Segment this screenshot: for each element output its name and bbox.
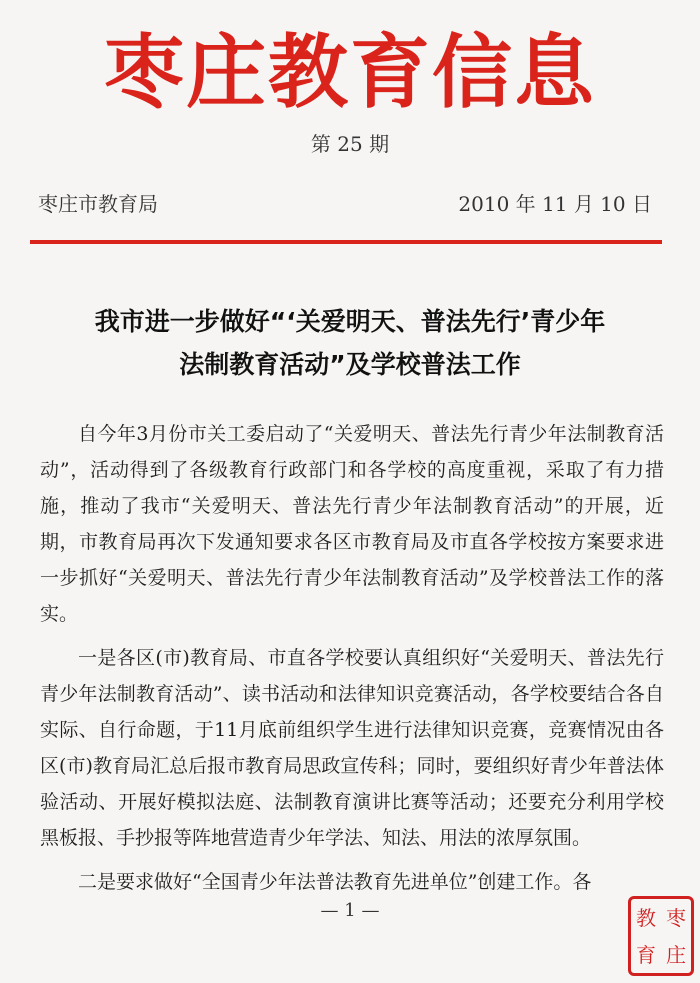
paragraph-2: 一是各区(市)教育局、市直各学校要认真组织好“关爱明天、普法先行青少年法制教育活动”、读书活动和法律知识竞赛活动，各学校要结合各自实际、自行命题，于11月底前组织学生进行法律知识竞赛，竞赛情况由各区(市)教育局汇总后报市教育局思政宣传科；同时，要组织好青少年普法体验活动、开展好模拟法庭、法制教育演讲比赛等活动；还要充分利用学校黑板报、手抄报等阵地营造青少年学法、知法、用法的浓厚氛围。 bbox=[40, 647, 664, 849]
article-title-line-2: 法制教育活动”及学校普法工作 bbox=[179, 350, 521, 379]
seal-char-1: 教 bbox=[636, 905, 656, 930]
red-seal-stamp bbox=[628, 896, 694, 976]
issue-date: 2010 年 11 月 10 日 bbox=[458, 192, 652, 216]
article-body bbox=[40, 416, 664, 908]
article-title bbox=[0, 300, 700, 386]
article-title-line-1: 我市进一步做好“‘关爱明天、普法先行’青少年 bbox=[94, 307, 606, 336]
seal-char-4: 庄 bbox=[666, 942, 686, 967]
page-number: — 1 — bbox=[320, 900, 380, 921]
paragraph-1: 自今年3月份市关工委启动了“关爱明天、普法先行青少年法制教育活动”，活动得到了各级教育行政部门和各学校的高度重视，采取了有力措施，推动了我市“关爱明天、普法先行青少年法制教育活动”的开展，近期，市教育局再次下发通知要求各区市教育局及市直各学校按方案要求进一步抓好“关爱明天、普法先行青少年法制教育活动”及学校普法工作的落实。 bbox=[40, 423, 664, 625]
red-divider-line bbox=[30, 240, 662, 244]
issue-number: 第 25 期 bbox=[310, 132, 390, 156]
newsletter-masthead-title: 枣庄教育信息 bbox=[104, 26, 596, 119]
issuer-name: 枣庄市教育局 bbox=[38, 192, 158, 216]
seal-char-3: 育 bbox=[636, 942, 656, 967]
seal-char-2: 枣 bbox=[666, 905, 686, 930]
paragraph-3: 二是要求做好“全国青少年法普法教育先进单位”创建工作。各 bbox=[78, 871, 592, 893]
